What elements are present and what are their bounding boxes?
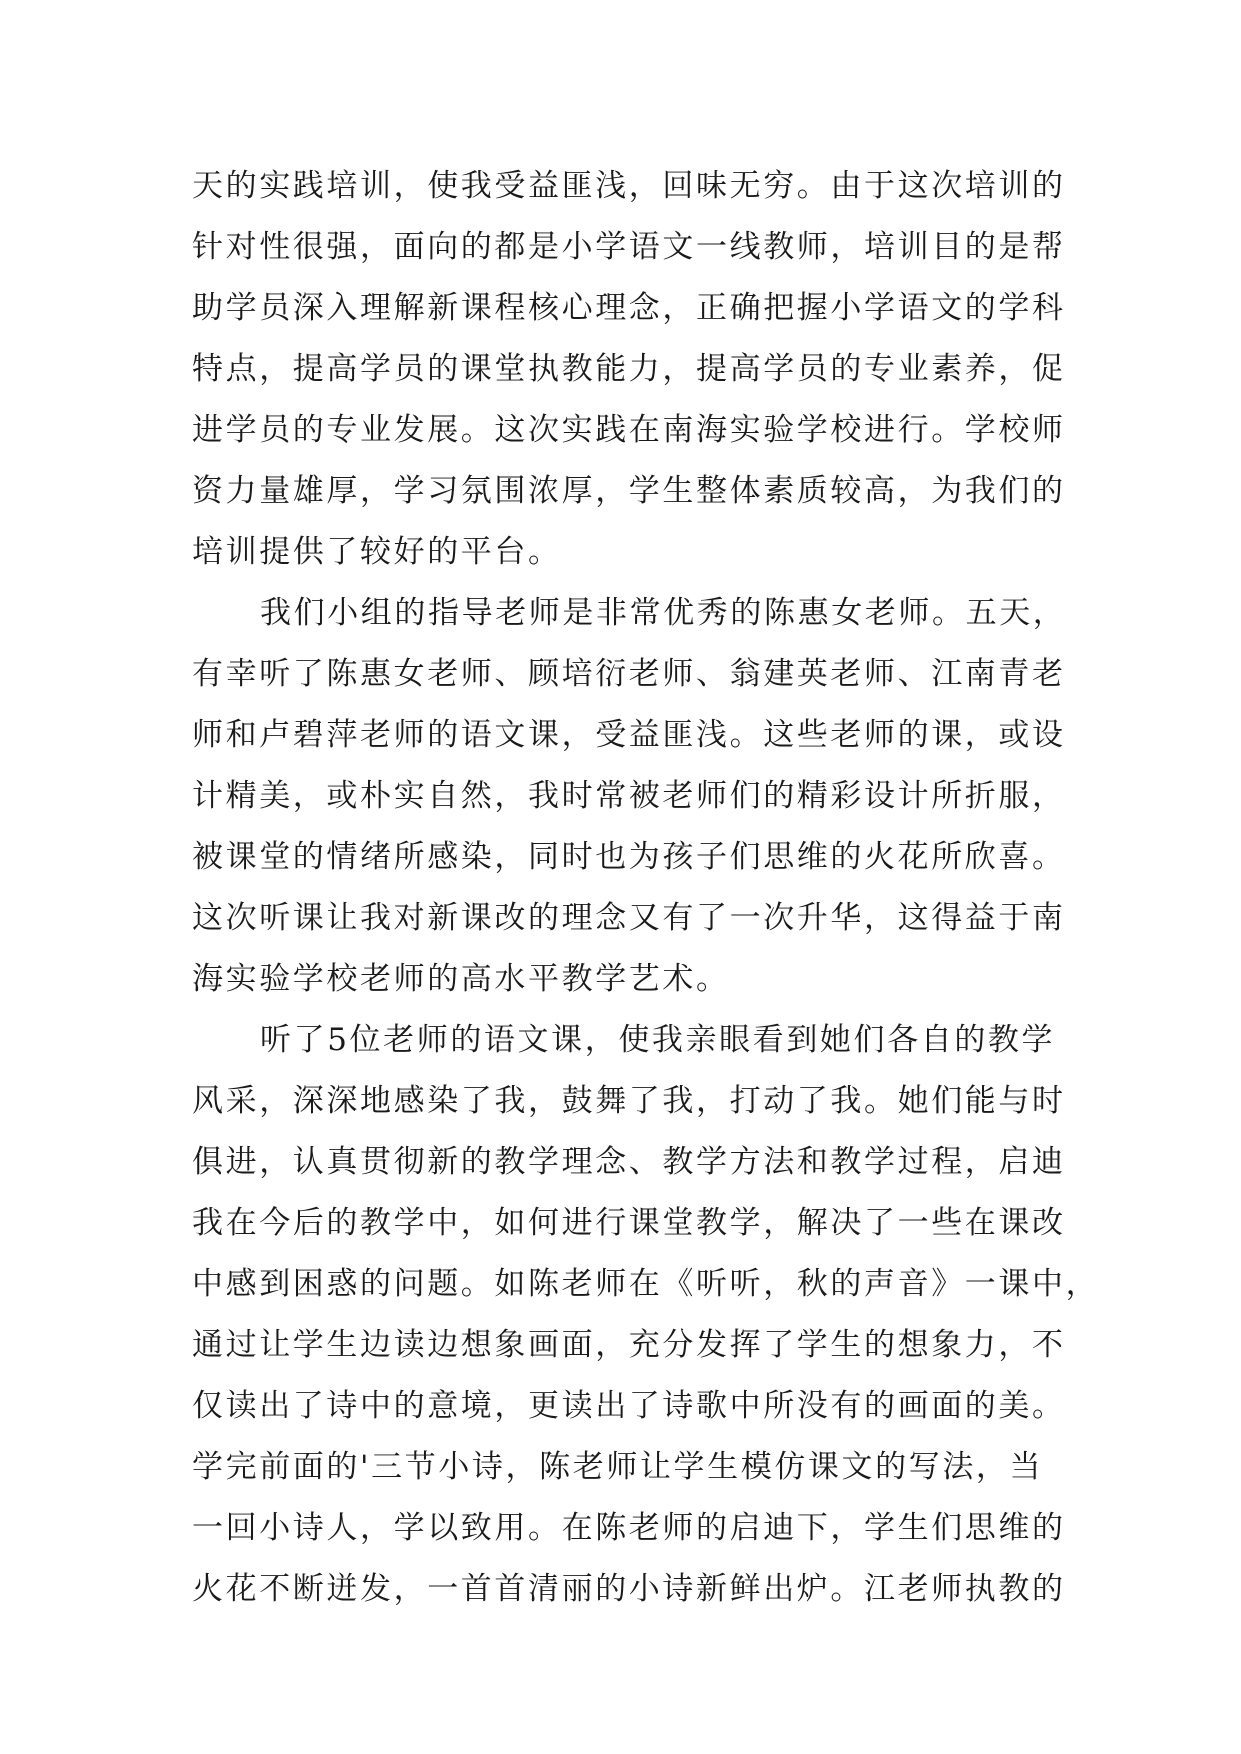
paragraph-3 (192, 1010, 1100, 1620)
paragraph-line: 师和卢碧萍老师的语文课，受益匪浅。这些老师的课，或设 (192, 717, 1066, 753)
paragraph-line: 培训提供了较好的平台。 (192, 534, 562, 570)
paragraph-line: 我在今后的教学中，如何进行课堂教学，解决了一些在课改 (192, 1205, 1066, 1241)
paragraph-first-line: 我们小组的指导老师是非常优秀的陈惠女老师。五天， (260, 595, 1067, 631)
paragraph-line: 学完前面的'三节小诗，陈老师让学生模仿课文的写法，当 (192, 1449, 1044, 1485)
paragraph-line: 针对性很强，面向的都是小学语文一线教师，培训目的是帮 (192, 229, 1066, 265)
paragraph-line: 被课堂的情绪所感染，同时也为孩子们思维的火花所欣喜。 (192, 839, 1066, 875)
paragraph-line: 火花不断迸发，一首首清丽的小诗新鲜出炉。江老师执教的 (192, 1571, 1066, 1607)
paragraph-line: 风采，深深地感染了我，鼓舞了我，打动了我。她们能与时 (192, 1083, 1066, 1119)
paragraph-line: 天的实践培训，使我受益匪浅，回味无穷。由于这次培训的 (192, 168, 1066, 204)
paragraph-line: 中感到困惑的问题。如陈老师在《听听，秋的声音》一课中， (192, 1266, 1100, 1302)
paragraph-line: 资力量雄厚，学习氛围浓厚，学生整体素质较高，为我们的 (192, 473, 1066, 509)
paragraph-line: 助学员深入理解新课程核心理念，正确把握小学语文的学科 (192, 290, 1066, 326)
paragraph-1 (192, 156, 1072, 583)
paragraph-line: 进学员的专业发展。这次实践在南海实验学校进行。学校师 (192, 412, 1066, 448)
paragraph-2 (192, 583, 1072, 1010)
body-text (192, 156, 1100, 1620)
paragraph-line: 这次听课让我对新课改的理念又有了一次升华，这得益于南 (192, 900, 1066, 936)
paragraph-line: 俱进，认真贯彻新的教学理念、教学方法和教学过程，启迪 (192, 1144, 1066, 1180)
paragraph-line: 有幸听了陈惠女老师、顾培衍老师、翁建英老师、江南青老 (192, 656, 1066, 692)
paragraph-line: 计精美，或朴实自然，我时常被老师们的精彩设计所折服， (192, 778, 1066, 814)
paragraph-line: 特点，提高学员的课堂执教能力，提高学员的专业素养，促 (192, 351, 1066, 387)
paragraph-line: 通过让学生边读边想象画面，充分发挥了学生的想象力，不 (192, 1327, 1066, 1363)
paragraph-line: 海实验学校老师的高水平教学艺术。 (192, 961, 730, 997)
paragraph-line: 仅读出了诗中的意境，更读出了诗歌中所没有的画面的美。 (192, 1388, 1066, 1424)
paragraph-line: 一回小诗人，学以致用。在陈老师的启迪下，学生们思维的 (192, 1510, 1066, 1546)
paragraph-first-line: 听了5位老师的语文课，使我亲眼看到她们各自的教学 (260, 1022, 1056, 1058)
